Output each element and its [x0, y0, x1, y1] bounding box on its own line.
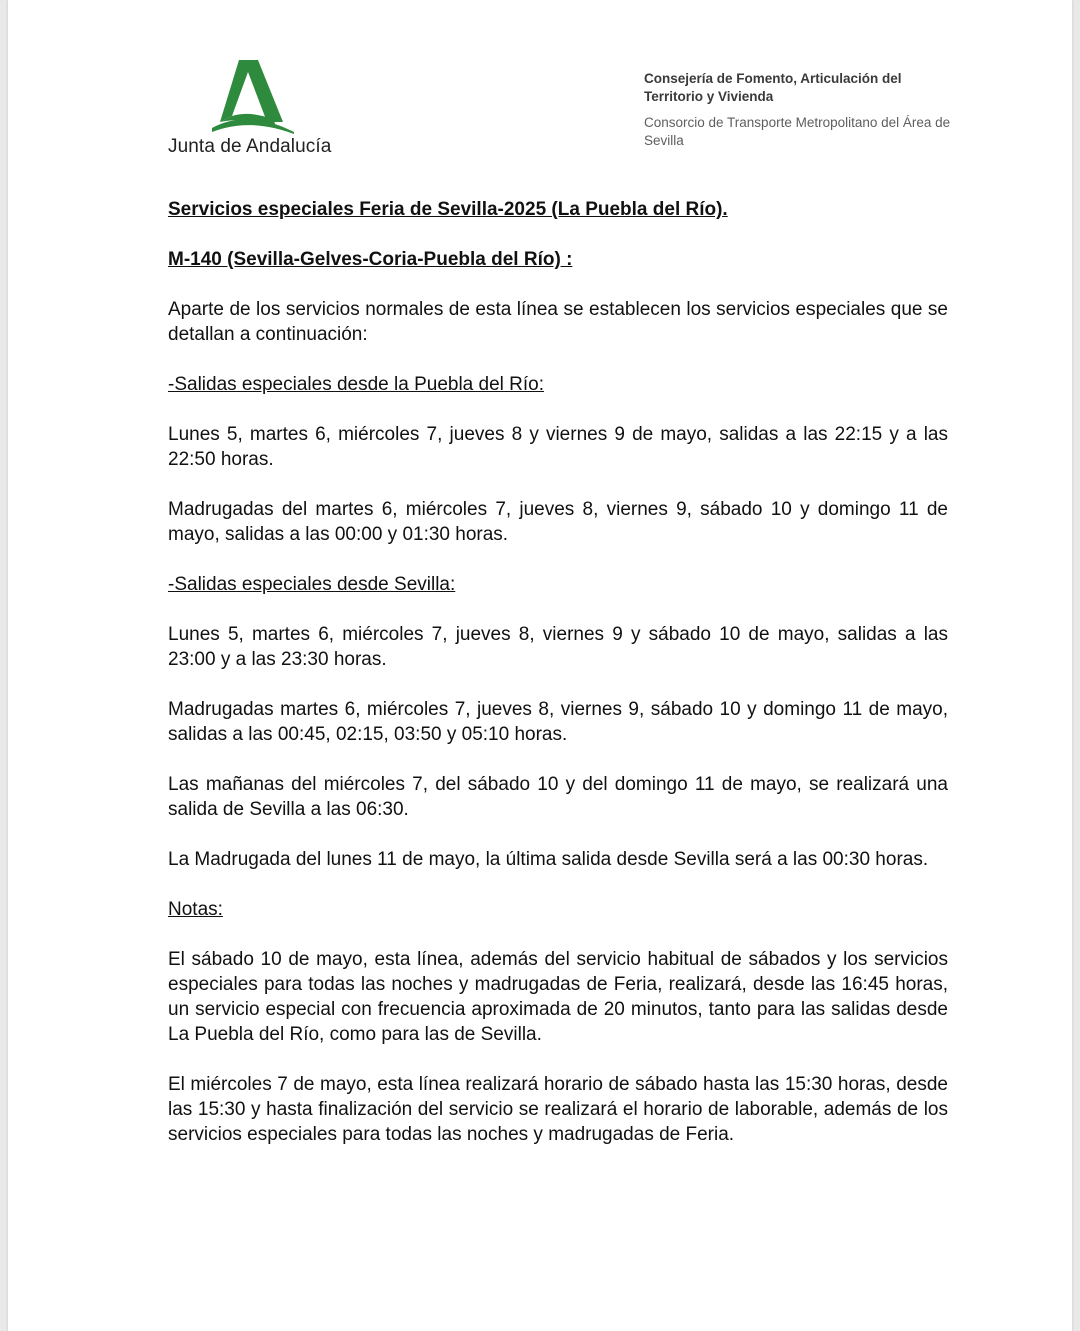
paragraph: Madrugadas martes 6, miércoles 7, jueves 8, viernes 9, sábado 10 y domingo 11 de mayo, salidas a las 00:45, 02:15, 03:50 y 05:10 horas. — [168, 699, 948, 745]
paragraph: Lunes 5, martes 6, miércoles 7, jueves 8 y viernes 9 de mayo, salidas a las 22:15 y a las 22:50 horas. — [168, 424, 948, 470]
issuing-body — [644, 70, 964, 150]
paragraph: La Madrugada del lunes 11 de mayo, la última salida desde Sevilla será a las 00:30 horas. — [168, 849, 929, 870]
junta-de-andalucia-logo — [168, 60, 348, 170]
intro-paragraph: Aparte de los servicios normales de esta línea se establecen los servicios especiales que se detallan a continuación: — [168, 299, 948, 345]
document-page — [8, 0, 1072, 1331]
note-paragraph: El sábado 10 de mayo, esta línea, además del servicio habitual de sábados y los servicios especiales para todas las noches y madrugadas de Feria, realizará, desde las 16:45 horas, un servicio especial con frecuencia aproximada de 20 minutos, tanto para las salidas desde La Puebla del Río, como para las de Sevilla. — [168, 949, 948, 1045]
consorcio-name: Consorcio de Transporte Metropolitano del Área de Sevilla — [644, 115, 951, 148]
paragraph: Lunes 5, martes 6, miércoles 7, jueves 8, viernes 9 y sábado 10 de mayo, salidas a las 23:00 y a las 23:30 horas. — [168, 624, 948, 670]
section-heading-sevilla-text: -Salidas especiales desde Sevilla: — [168, 574, 456, 595]
line-heading: M-140 (Sevilla-Gelves-Coria-Puebla del Río) : — [168, 249, 573, 270]
notes-heading — [168, 897, 948, 922]
logo-text: Junta de Andalucía — [168, 136, 332, 157]
paragraph: Madrugadas del martes 6, miércoles 7, jueves 8, viernes 9, sábado 10 y domingo 11 de mayo, salidas a las 00:00 y 01:30 horas. — [168, 499, 948, 545]
section-heading-puebla-text: -Salidas especiales desde la Puebla del Río: — [168, 374, 545, 395]
notes-heading-text: Notas: — [168, 899, 223, 920]
note-paragraph: El miércoles 7 de mayo, esta línea realizará horario de sábado hasta las 15:30 horas, desde las 15:30 y hasta finalización del servicio se realizará el horario de laborable, además de los servicios especiales para todas las noches y madrugadas de Feria. — [168, 1074, 948, 1145]
section-heading-sevilla — [168, 572, 948, 597]
section-heading-puebla — [168, 372, 948, 397]
paragraph: Las mañanas del miércoles 7, del sábado 10 y del domingo 11 de mayo, se realizará una salida de Sevilla a las 06:30. — [168, 774, 948, 820]
document-body — [168, 197, 948, 1172]
document-title: Servicios especiales Feria de Sevilla-2025 (La Puebla del Río). — [168, 199, 728, 220]
andalucia-a-logo-icon — [212, 60, 294, 134]
consejeria-name: Consejería de Fomento, Articulación del Territorio y Vivienda — [644, 71, 902, 104]
